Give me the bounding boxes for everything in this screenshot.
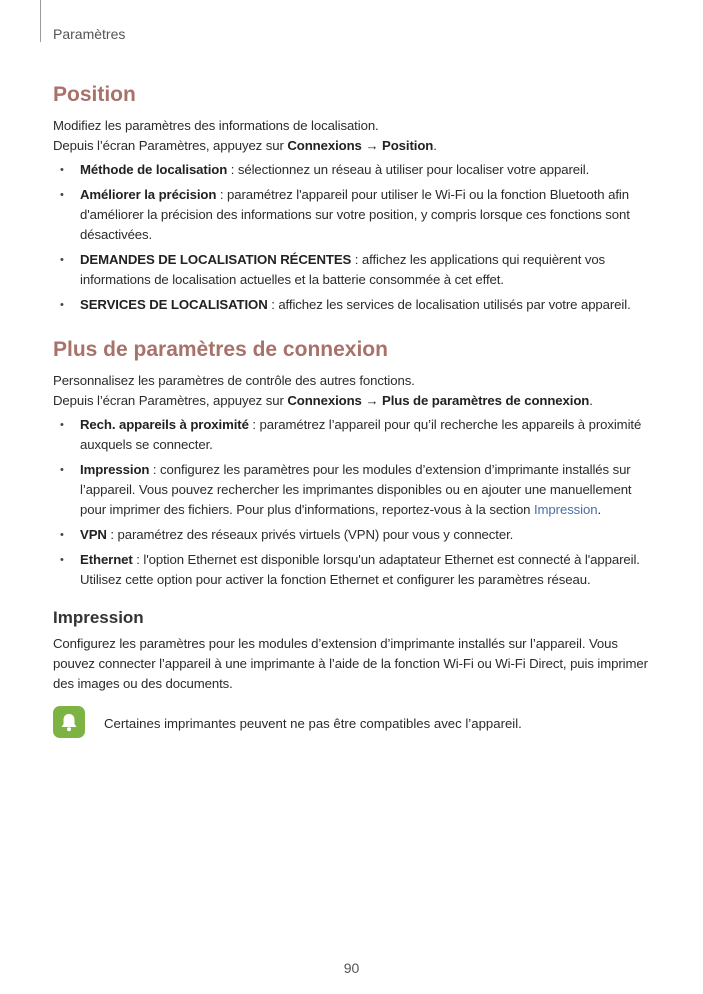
page-number: 90 (343, 960, 360, 976)
bullet: • (60, 254, 64, 266)
bullet: • (60, 299, 64, 311)
section-title-position: Position (53, 83, 136, 106)
bullet: • (60, 464, 64, 476)
running-header: Paramètres (53, 26, 126, 42)
position-options-list (53, 160, 653, 315)
more-options-list (53, 415, 653, 590)
path-position: Position (382, 138, 434, 153)
note-text: Certaines imprimantes peuvent ne pas être compatibles avec l’appareil. (104, 716, 522, 731)
bullet: • (60, 529, 64, 541)
header-rule (40, 0, 41, 42)
position-intro: Modifiez les paramètres des informations de localisation. (53, 118, 379, 133)
note-box (53, 708, 653, 748)
list-item: • Impression : configurez les paramètres pour les modules d’extension d’imprimante installés sur l’appareil. Vous pouvez rechercher les imprimantes disponibles ou en ajouter une manuellement pour imprimer des fichiers. Pour plus d'informations, reportez-vous à la section Impression. (60, 462, 632, 517)
bell-icon (53, 706, 85, 738)
path-connexions: Connexions (287, 393, 362, 408)
bullet: • (60, 419, 64, 431)
impression-link[interactable]: Impression (533, 502, 598, 517)
list-item: • Rech. appareils à proximité : paramétrez l’appareil pour qu’il recherche les appareils à proximité auxquels se connecter. (60, 417, 642, 452)
section-title-more-settings: Plus de paramètres de connexion (53, 338, 388, 361)
position-path: Depuis l’écran Paramètres, appuyez sur Connexions → Position. (53, 138, 437, 153)
list-item: • Améliorer la précision : paramétrez l'appareil pour utiliser le Wi-Fi ou la fonction Bluetooth afin d'améliorer la précision des informations sur votre position, y compris lorsque ces fonctions sont désactivées. (60, 187, 630, 242)
path-more-settings: Plus de paramètres de connexion (382, 393, 590, 408)
list-item: • VPN : paramétrez des réseaux privés virtuels (VPN) pour vous y connecter. (53, 525, 653, 545)
page-content (53, 82, 653, 748)
more-intro: Personnalisez les paramètres de contrôle des autres fonctions. (53, 373, 415, 388)
list-item: • DEMANDES DE LOCALISATION RÉCENTES : affichez les applications qui requièrent vos informations de localisation actuelles et la batterie consommée à cet effet. (60, 252, 606, 287)
list-item: • SERVICES DE LOCALISATION : affichez les services de localisation utilisés par votre appareil. (53, 295, 653, 315)
bullet: • (60, 164, 64, 176)
subsection-title-impression: Impression (53, 608, 144, 627)
list-item: • Ethernet : l'option Ethernet est disponible lorsqu'un adaptateur Ethernet est connecté à l'appareil. Utilisez cette option pour activer la fonction Ethernet et configurer les paramètres réseau. (60, 552, 640, 587)
bullet: • (60, 189, 64, 201)
bullet: • (60, 554, 64, 566)
list-item: • Méthode de localisation : sélectionnez un réseau à utiliser pour localiser votre appareil. (53, 160, 653, 180)
more-path: Depuis l’écran Paramètres, appuyez sur Connexions → Plus de paramètres de connexion. (53, 393, 593, 408)
impression-body: Configurez les paramètres pour les modules d’extension d’imprimante installés sur l’appareil. Vous pouvez connecter l’appareil à une imprimante à l’aide de la fonction Wi-Fi ou Wi-Fi Direct, puis imprimer des images ou des documents. (53, 636, 648, 691)
path-connexions: Connexions (287, 138, 362, 153)
